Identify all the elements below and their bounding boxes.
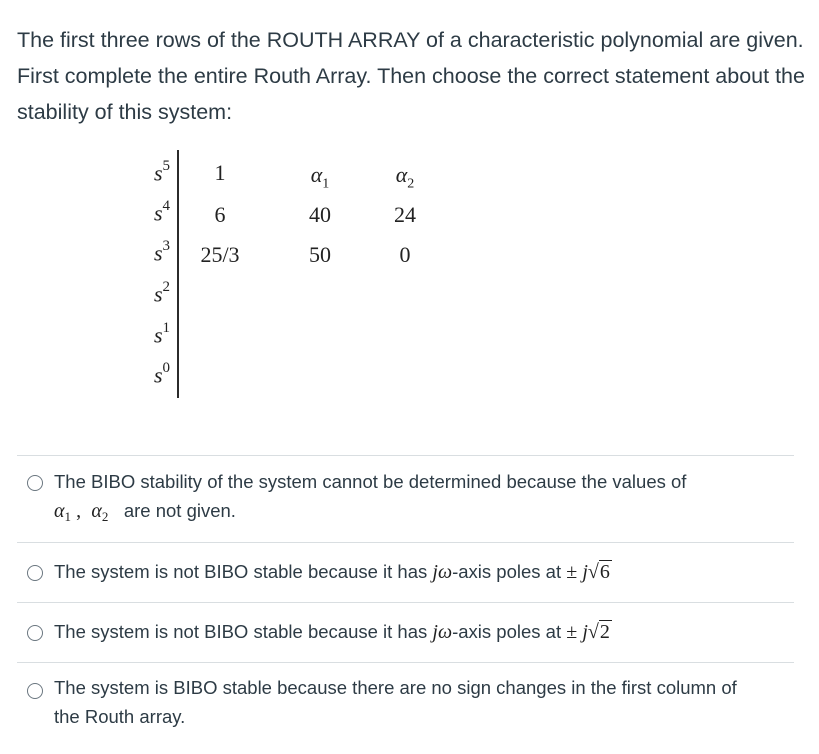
routh-cell-alpha1: $\alpha_1$ xyxy=(310,162,330,192)
option-1-text: The BIBO stability of the system cannot be determined because the values of $\alpha_1$ , $\alpha_2$ are not given. xyxy=(54,471,687,524)
option-3[interactable] xyxy=(17,602,794,662)
option-4[interactable] xyxy=(17,662,794,753)
alpha2-symbol: $\alpha_2$ xyxy=(91,500,109,524)
option-2[interactable] xyxy=(17,542,794,602)
routh-cell: 0 xyxy=(399,242,411,267)
routh-cell: 24 xyxy=(394,202,416,227)
routh-cell: 1 xyxy=(214,160,226,185)
row-label-s3: $s^3$ xyxy=(153,238,170,266)
row-label-s0: $s^0$ xyxy=(153,360,170,388)
routh-cell: 50 xyxy=(309,242,331,267)
routh-cell: 40 xyxy=(309,202,331,227)
option-4-text: The system is BIBO stable because there are no sign changes in the first column of the Routh array. xyxy=(54,677,737,727)
alpha1-symbol: $\alpha_1$ xyxy=(54,500,71,524)
radio-button[interactable] xyxy=(27,475,43,491)
question-text: The first three rows of the ROUTH ARRAY of a characteristic polynomial are given. First complete the entire Routh Array. Then choose the correct statement about the stability of this system: xyxy=(17,28,805,124)
radio-button[interactable] xyxy=(27,565,43,581)
routh-cell: 25/3 xyxy=(200,242,240,267)
row-label-s2: $s^2$ xyxy=(153,279,170,307)
option-3-text: The system is not BIBO stable because it has jω-axis poles at ± j√2 xyxy=(54,621,610,643)
row-label-s1: $s^1$ xyxy=(153,320,170,348)
routh-cell-alpha2: $\alpha_2$ xyxy=(395,162,415,192)
routh-cell: 6 xyxy=(214,202,226,227)
routh-divider xyxy=(177,150,179,398)
row-label-s5: $s^5$ xyxy=(153,158,170,186)
option-2-text: The system is not BIBO stable because it has jω-axis poles at ± j√6 xyxy=(54,561,610,583)
routh-array xyxy=(110,150,440,400)
answer-options xyxy=(17,455,794,753)
row-label-s4: $s^4$ xyxy=(153,198,170,226)
radio-button[interactable] xyxy=(27,683,43,699)
option-1[interactable] xyxy=(17,455,794,542)
radio-button[interactable] xyxy=(27,625,43,641)
